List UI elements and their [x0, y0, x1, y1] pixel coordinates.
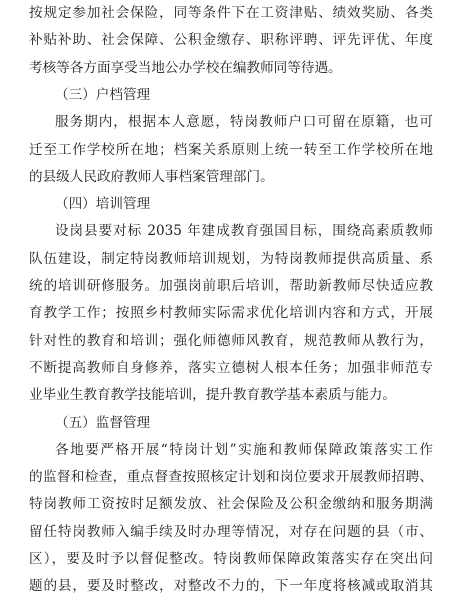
section-heading: （五）监督管理: [55, 414, 151, 431]
body-line: 各地要严格开展“特岗计划”实施和教师保障政策落实工作: [55, 441, 433, 458]
body-line: 区），要及时予以督促整改。特岗教师保障政策落实存在突出问: [29, 551, 433, 567]
body-line: 设岗县要对标 2035 年建成教育强国目标，围绕高素质教师: [55, 223, 433, 240]
body-line: 的监督和检查，重点督查按照核定计划和岗位要求开展教师招聘、: [29, 469, 433, 486]
body-line: 业毕业生教育教学技能培训，提升教育教学基本素质与能力。: [29, 387, 397, 404]
body-line: 队伍建设，制定特岗教师培训规划，为特岗教师提供高质量、系: [29, 250, 433, 267]
body-line: 题的县，要及时整改，对整改不力的，下一年度将核减或取消其: [29, 578, 433, 595]
section-heading: （四）培训管理: [55, 196, 151, 213]
section-heading: （三）户档管理: [55, 86, 151, 103]
body-line: 育教学工作；按照乡村教师实际需求优化培训内容和方式，开展: [29, 305, 433, 322]
body-line: 服务期内，根据本人意愿，特岗教师户口可留在原籍，也可: [55, 114, 433, 131]
body-line: 的县级人民政府教师人事档案管理部门。: [29, 168, 274, 185]
body-line: 针对性的教育和培训；强化师德师风教育，规范教师从教行为，: [29, 332, 433, 349]
body-line: 按规定参加社会保险，同等条件下在工资津贴、绩效奖励、各类: [29, 5, 433, 21]
body-line: 考核等各方面享受当地公办学校在编教师同等待遇。: [29, 59, 342, 76]
body-line: 迁至工作学校所在地；档案关系原则上统一转至工作学校所在地: [29, 141, 433, 158]
body-line: 统的培训研修服务。加强岗前职后培训，帮助新教师尽快适应教: [29, 278, 433, 294]
body-line: 补贴补助、社会保障、公积金缴存、职称评聘、评先评优、年度: [29, 32, 433, 49]
body-line: 特岗教师工资按时足额发放、社会保险及公积金缴纳和服务期满: [29, 496, 433, 513]
body-line: 不断提高教师自身修养，落实立德树人根本任务；加强非师范专: [29, 359, 433, 376]
body-line: 留任特岗教师入编手续及时办理等情况，对存在问题的县（市、: [29, 523, 433, 540]
